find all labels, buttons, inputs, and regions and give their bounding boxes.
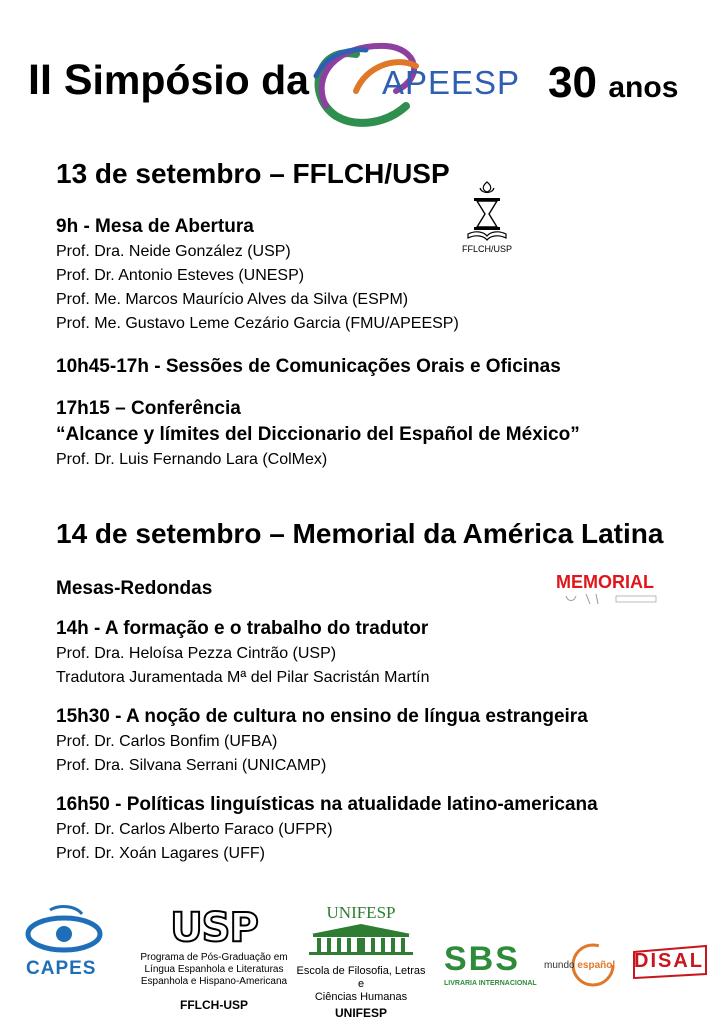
session-title: 9h - Mesa de Abertura [56,216,254,237]
memorial-logo [556,570,680,608]
usp-program-line: Espanhola e Hispano-Americana [140,976,288,987]
session-politicas [56,792,598,866]
sbs-logo [444,940,536,992]
session-cultura [56,704,588,778]
apeesp-logo-text: APEESP [382,64,521,101]
espanol-word: español [577,960,616,971]
mundo-espanol-text [544,960,615,971]
mundo-espanol-logo [540,940,620,990]
session-comunicacoes [56,354,561,380]
memorial-hand-icon [556,592,680,606]
mesas-redondas-heading-block [56,576,212,602]
speaker-line: Prof. Dr. Carlos Bonfim (UFBA) [56,733,278,750]
usp-label: FFLCH-USP [180,998,248,1012]
session-conferencia [56,396,580,472]
speaker-line: Prof. Dra. Neide González (USP) [56,243,291,260]
title-right [548,58,678,108]
speaker-line: Prof. Dr. Antonio Esteves (UNESP) [56,267,305,284]
session-tradutor [56,616,429,690]
day2-heading: 14 de setembro – Memorial da América Latina [56,518,664,549]
years-word: anos [608,71,679,104]
speaker-line: Prof. Me. Marcos Maurício Alves da Silva (ESPM) [56,291,409,308]
unifesp-block [292,904,430,1020]
usp-program-line: Língua Espanhola e Literaturas [144,964,284,975]
session-abertura [56,214,459,336]
sbs-logo-subtitle: LIVRARIA INTERNACIONAL [444,980,537,987]
unifesp-school-line: Escola de Filosofia, Letras e [296,965,426,990]
speaker-line: Tradutora Juramentada Mª del Pilar Sacristán Martín [56,669,430,686]
sbs-logo-letters: SBS [444,940,520,978]
session-title: 15h30 - A noção de cultura no ensino de língua estrangeira [56,706,588,727]
usp-logo: USP [170,905,258,951]
title-part-1: II S [28,56,93,104]
disal-logo-text: DISAL [634,950,704,972]
title-part-2: impósio da [92,57,309,103]
day1-heading: 13 de setembro – FFLCH/USP [56,158,450,189]
usp-program-line: Programa de Pós-Graduação em [140,952,288,963]
session-title: 16h50 - Políticas linguísticas na atualidade latino-americana [56,794,598,815]
speaker-line: Prof. Dr. Luis Fernando Lara (ColMex) [56,451,328,468]
unifesp-school-line: Ciências Humanas [314,991,408,1003]
unifesp-label: UNIFESP [334,1006,387,1020]
memorial-logo-text: MEMORIAL [556,572,654,592]
speaker-line: Prof. Dra. Heloísa Pezza Cintrão (USP) [56,645,337,662]
session-title: 17h15 – Conferência [56,398,241,419]
hourglass-icon [460,180,514,244]
usp-block [134,905,294,1012]
session-title: 14h - A formação e o trabalho do tradutor [56,618,429,639]
capes-logo-text: CAPES [26,958,97,979]
years-number: 30 [548,58,597,107]
speaker-line: Prof. Dr. Carlos Alberto Faraco (UFPR) [56,821,333,838]
unifesp-building-icon [301,922,421,958]
fflch-logo-caption: FFLCH/USP [461,244,512,254]
speaker-line: Prof. Me. Gustavo Leme Cezário Garcia (FMU/APEESP) [56,315,459,332]
speaker-line: Prof. Dr. Xoán Lagares (UFF) [56,845,265,862]
unifesp-logo-name: UNIFESP [326,903,396,922]
session-title: 10h45-17h - Sessões de Comunicações Orais e Oficinas [56,356,561,377]
mesas-redondas-heading: Mesas-Redondas [56,578,213,599]
speaker-line: Prof. Dra. Silvana Serrani (UNICAMP) [56,757,327,774]
mundo-word: mundo [544,960,575,971]
conference-subtitle: “Alcance y límites del Diccionario del Español de México” [56,424,580,445]
title-left [28,56,309,105]
disal-logo [630,944,710,980]
fflch-logo [460,180,514,256]
